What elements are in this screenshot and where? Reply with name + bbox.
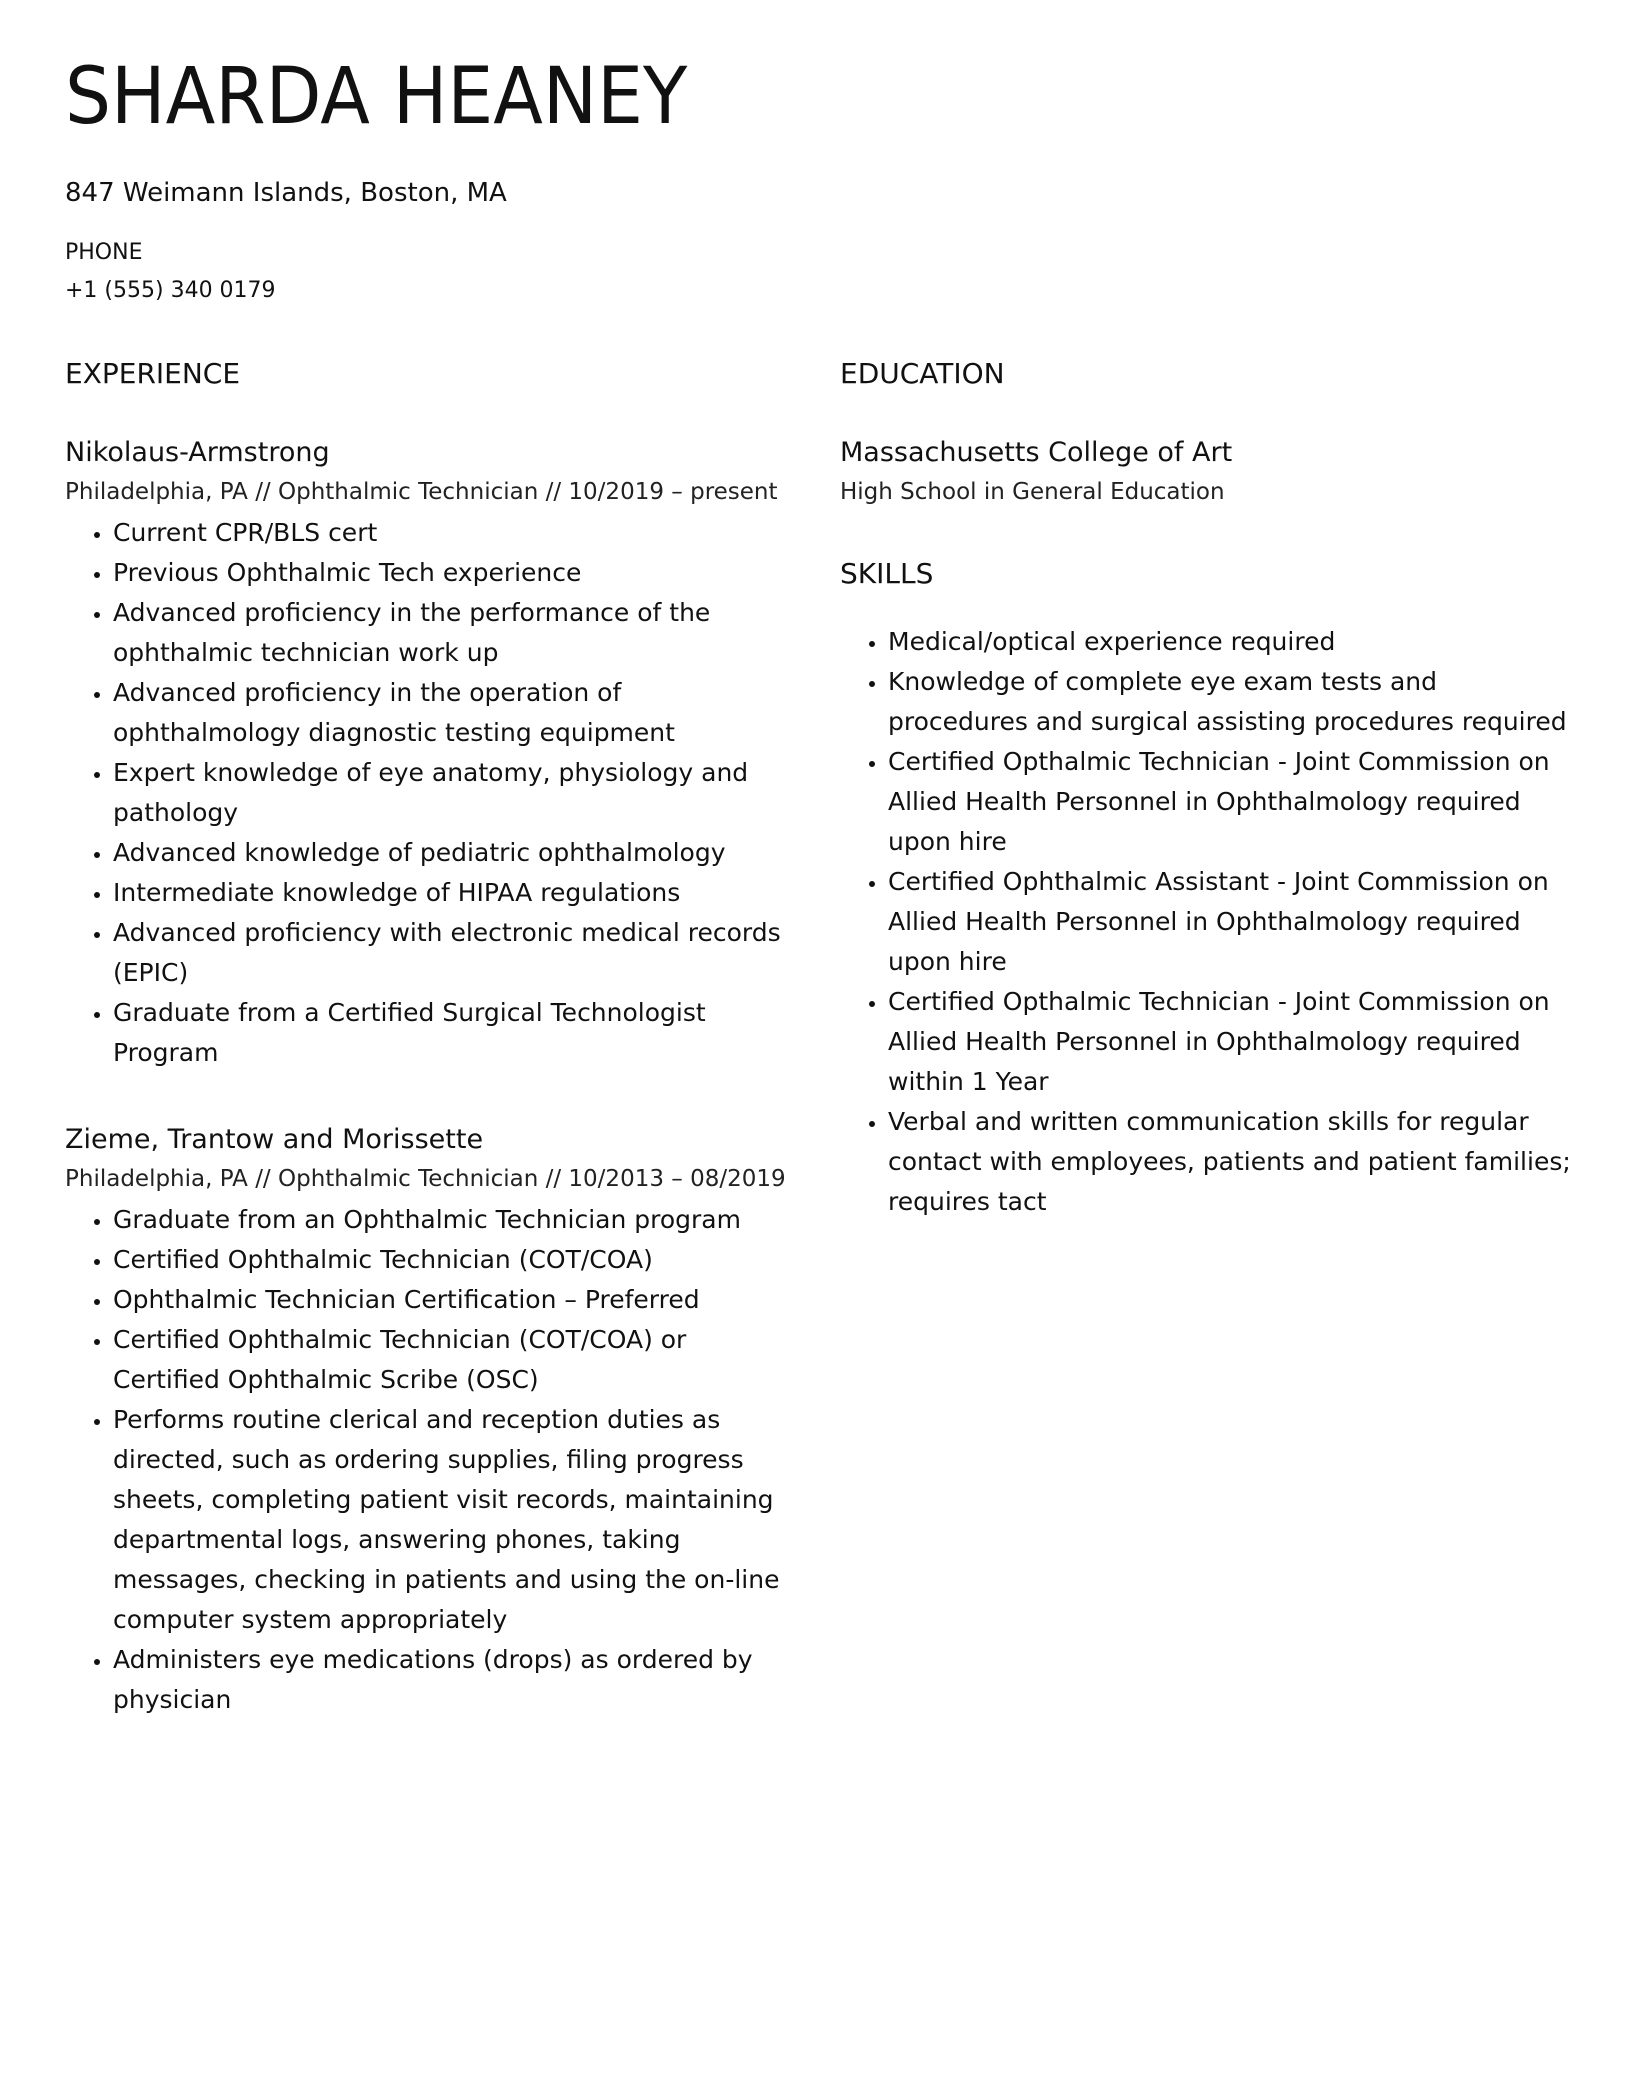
phone-label: PHONE (65, 240, 143, 265)
list-item: • Certified Ophthalmic Technician (COT/COA) (113, 1240, 800, 1280)
job-company: Nikolaus-Armstrong (65, 437, 330, 468)
list-item: • Certified Ophthalmic Technician (COT/COA) or Certified Ophthalmic Scribe (OSC) (113, 1320, 800, 1400)
list-item: • Current CPR/BLS cert (113, 513, 800, 553)
list-item: • Advanced knowledge of pediatric ophthalmology (113, 833, 800, 873)
skills-list (840, 622, 1575, 1222)
list-item: • Advanced proficiency with electronic medical records (EPIC) (113, 913, 800, 993)
education-skills-column (840, 356, 1575, 1222)
list-item: • Knowledge of complete eye exam tests and procedures and surgical assisting procedures required (888, 662, 1575, 742)
list-item: • Graduate from a Certified Surgical Technologist Program (113, 993, 800, 1073)
list-item: • Certified Ophthalmic Assistant - Joint Commission on Allied Health Personnel in Ophthalmology required upon hire (888, 862, 1575, 982)
job-entry (65, 1122, 800, 1720)
list-item: • Graduate from an Ophthalmic Technician program (113, 1200, 800, 1240)
degree: High School in General Education (840, 479, 1225, 505)
skills-heading: SKILLS (840, 557, 934, 590)
job-duties-list (65, 513, 800, 1073)
list-item: • Certified Opthalmic Technician - Joint Commission on Allied Health Personnel in Ophthalmology required within 1 Year (888, 982, 1575, 1102)
job-duties-list (65, 1200, 800, 1720)
list-item: • Advanced proficiency in the operation of ophthalmology diagnostic testing equipment (113, 673, 800, 753)
address: 847 Weimann Islands, Boston, MA (65, 178, 507, 208)
job-meta: Philadelphia, PA // Ophthalmic Technician // 10/2013 – 08/2019 (65, 1166, 786, 1192)
list-item: • Previous Ophthalmic Tech experience (113, 553, 800, 593)
job-meta: Philadelphia, PA // Ophthalmic Technician // 10/2019 – present (65, 479, 778, 505)
candidate-name: SHARDA HEANEY (65, 52, 688, 142)
list-item: • Medical/optical experience required (888, 622, 1575, 662)
list-item: • Performs routine clerical and reception duties as directed, such as ordering supplies, filing progress sheets, completing patient visit records, maintaining departmental logs, answering phones, taking messages, checking in patients and using the on-line computer system appropriately (113, 1400, 800, 1640)
experience-heading: EXPERIENCE (65, 357, 241, 390)
list-item: • Intermediate knowledge of HIPAA regulations (113, 873, 800, 913)
phone-number: +1 (555) 340 0179 (65, 278, 276, 303)
education-heading: EDUCATION (840, 357, 1005, 390)
list-item: • Certified Opthalmic Technician - Joint Commission on Allied Health Personnel in Ophthalmology required upon hire (888, 742, 1575, 862)
job-company: Zieme, Trantow and Morissette (65, 1124, 484, 1155)
list-item: • Administers eye medications (drops) as ordered by physician (113, 1640, 800, 1720)
job-entry (65, 435, 800, 1073)
list-item: • Ophthalmic Technician Certification – Preferred (113, 1280, 800, 1320)
list-item: • Advanced proficiency in the performance of the ophthalmic technician work up (113, 593, 800, 673)
experience-column (65, 356, 800, 1720)
school-name: Massachusetts College of Art (840, 437, 1233, 468)
list-item: • Verbal and written communication skills for regular contact with employees, patients and patient families; requires tact (888, 1102, 1575, 1222)
list-item: • Expert knowledge of eye anatomy, physiology and pathology (113, 753, 800, 833)
